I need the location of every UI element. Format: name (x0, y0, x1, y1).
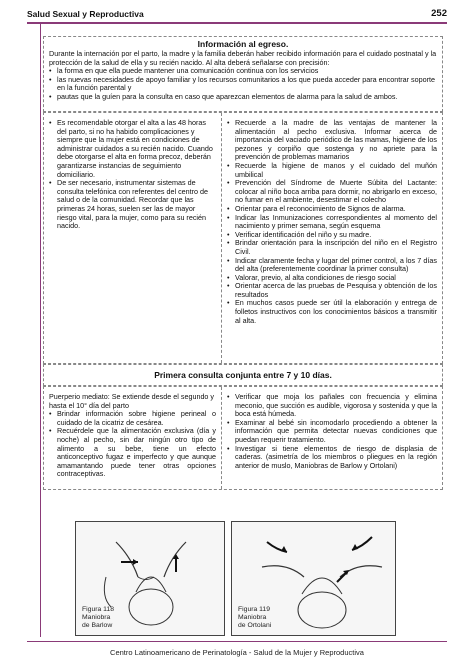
list-item: • Examinar al bebé sin incomodarlo procediendo a obtener la información que permita detectar nuevas condiciones que puedan requerir tratamiento. (235, 419, 437, 445)
list-item: • pautas que la guíen para la consulta en caso que aparezcan elementos de alarma para la salud de ambos. (57, 93, 437, 102)
list-item: • Orientar para el reconocimiento de Signos de alarma. (235, 205, 437, 214)
list-item: • Verificar identificación del niño y su madre. (235, 231, 437, 240)
list-item: • las nuevas necesidades de apoyo familiar y los recursos comunitarios a los que pueda acceder para encontrar soporte en la función parental y (57, 76, 437, 93)
list-item: • En muchos casos puede ser útil la elaboración y entrega de folletos instructivos con los conocimientos básicos a transmitir al alta. (235, 299, 437, 325)
right-column (222, 387, 442, 489)
bullet-list (49, 119, 216, 231)
list-item: • Recuérdele que la alimentación exclusiva (día y noche) al pecho, sin dar ningún otro tipo de alimento a su bebe, tiene un efecto anticonceptivo fugaz e imperfecto y que aunque amamantando puede tener otras opciones contraceptivas. (57, 427, 216, 479)
list-item: • Prevención del Síndrome de Muerte Súbita del Lactante: colocar al niño boca arriba para dormir, no abrigarlo en exceso, no fumar en el ambiente, desestimar el colecho (235, 179, 437, 205)
right-column (222, 113, 442, 363)
figure-caption: Figura 119 Maniobra de Ortolani (238, 606, 272, 629)
list-item: • Indicar las Inmunizaciones correspondientes al momento del nacimiento y primer semana, según esquema (235, 214, 437, 231)
list-item: • Recuerde a la madre de las ventajas de mantener la alimentación al pecho exclusiva. Informar acerca de importancia del vaciado periódico de las mamas, higiene de los pezones y corpiño que sostenga y no apriete para la prevención de problemas mamarios (235, 119, 437, 162)
footer-rule (27, 641, 447, 642)
left-column (44, 387, 222, 489)
primera-consulta-header (43, 364, 443, 386)
bullet-list (49, 67, 437, 101)
bullet-list (227, 119, 437, 325)
figure-barlow (75, 521, 225, 636)
list-item: • Valorar, previo, al alta condiciones de riesgo social (235, 274, 437, 283)
list-item: • Indicar claramente fecha y lugar del primer control, a los 7 días del alta (preferentemente coordinar la primer consulta) (235, 257, 437, 274)
list-item: • Investigar si tiene elementos de riesgo de displasia de caderas. (asimetría de los miembros o pliegues en la región anterior de muslo, Maniobras de Barlow y Ortolani) (235, 445, 437, 471)
list-item: • Brindar información sobre higiene perineal o cuidado de la cicatriz de cesárea. (57, 410, 216, 427)
page-number: 252 (431, 8, 447, 19)
page-header (27, 8, 447, 22)
page-footer: Centro Latinoamericano de Perinatología - Salud de la Mujer y Reproductiva (110, 648, 364, 657)
bullet-list (227, 393, 437, 470)
list-item: • Verificar que moja los pañales con frecuencia y elimina meconio, que succión es audible, vigorosa y sostenida y que la boca está húmeda. (235, 393, 437, 419)
primera-consulta-table (43, 386, 443, 490)
left-column (44, 113, 222, 363)
list-item: • Recuerde la higiene de manos y el cuidado del muñón umbilical (235, 162, 437, 179)
section-title: Primera consulta conjunta entre 7 y 10 días. (154, 370, 332, 380)
list-item: • Orientar acerca de las pruebas de Pesquisa y obtención de los resultados (235, 282, 437, 299)
figure-ortolani (231, 521, 396, 636)
egreso-table (43, 112, 443, 364)
section-intro: Durante la internación por el parto, la madre y la familia deberán haber recibido información para el cuidado postnatal y la protección de la salud de ella y su recién nacido. Al alta deberá señalarse con precisión: (49, 49, 437, 67)
figure-caption: Figura 118 Maniobra de Barlow (82, 606, 114, 629)
puerperio-intro: Puerperio mediato: Se extiende desde el segundo y hasta el 10° día del parto (49, 392, 215, 410)
list-item: • Es recomendable otorgar el alta a las 48 horas del parto, si no ha habido complicaciones y siempre que la mujer está en condiciones de administrar cuidados a su recién nacido. Cuando debe otorgarse el alta en forma precoz, deberán garantizarse instancias de seguimiento domiciliario. (57, 119, 216, 179)
list-item: • De ser necesario, instrumentar sistemas de consulta telefónica con referentes del centro de salud o de la comunidad. Recordar que las primeras 24 horas, suelen ser las de mayor riesgo vital, para la mujer, como para su recién nacido. (57, 179, 216, 231)
list-item: • Brindar orientación para la inscripción del niño en el Registro Civil. (235, 239, 437, 256)
list-item: • la forma en que ella puede mantener una comunicación continua con los servicios (57, 67, 437, 76)
header-rule (27, 22, 447, 24)
margin-rule (40, 23, 41, 637)
section-title: Información al egreso. (197, 39, 289, 49)
info-egreso-section (43, 36, 443, 112)
header-title: Salud Sexual y Reproductiva (27, 9, 144, 19)
bullet-list (49, 410, 216, 479)
